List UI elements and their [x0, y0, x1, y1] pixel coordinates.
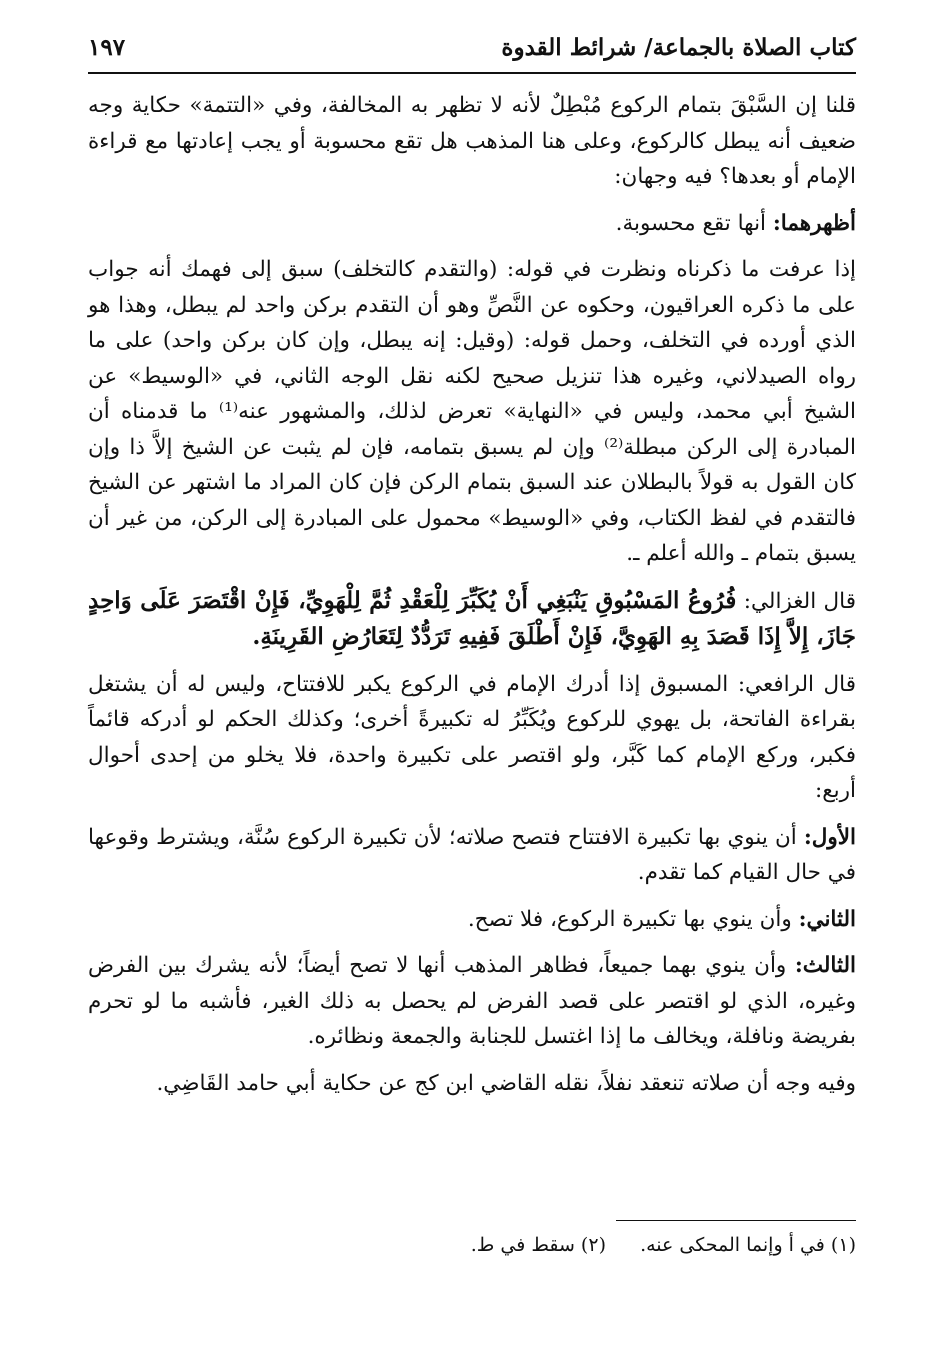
footnotes — [88, 1234, 856, 1256]
paragraph-9: وفيه وجه أن صلاته تنعقد نفلاً، نقله القاضي ابن كج عن حكاية أبي حامد القَاضِي. — [156, 1070, 856, 1096]
paragraph-2-text: أنها تقع محسوبة. — [615, 210, 773, 236]
paragraph-2 — [88, 206, 856, 242]
paragraph-6-lead: الأول: — [803, 824, 856, 850]
paragraph-5: قال الرافعي: المسبوق إذا أدرك الإمام في الركوع يكبر للافتتاح، وليس له أن يشتغل بقراءة الفاتحة، بل يهوي للركوع ويُكَبِّرُ له تكبيرةً أخرى؛ وكذلك الحكم لو أدركه قائماً فكبر، وركع الإمام كما كَبَّر، ولو اقتصر على تكبيرة واحدة، فلا يخلو من إحدى أحوال أربع: — [88, 671, 856, 803]
paragraph-6 — [88, 820, 856, 891]
paragraph-4-matn: فُرُوعُ المَسْبُوقِ يَنْبَغِي أَنْ يُكَبِّرَ لِلْعَقْدِ ثُمَّ لِلْهَوِيِّ، فَإِنْ اقْتَصَرَ عَلَى وَاحِدٍ جَازَ، إِلاَّ إِذَا قَصَدَ بِهِ الهَوِيَّ، فَإِنْ أَطْلَقَ فَفِيهِ تَرَدُّدٌ لِتَعَارُضِ القَرِينَةِ. — [88, 586, 856, 650]
page-number: ١٩٧ — [88, 34, 126, 61]
footnote-rule — [616, 1220, 856, 1221]
paragraph-1: قلنا إن السَّبْقَ بتمام الركوع مُبْطِلٌ لأنه لا تظهر به المخالفة، وفي «التتمة» حكاية وجه ضعيف أنه يبطل كالركوع، وعلى هنا المذهب هل تقع محسوبة أو يجب إعادتها مع قراءة الإمام أو بعدها؟ فيه وجهان: — [88, 93, 856, 189]
running-header — [88, 34, 856, 72]
paragraph-8-text: وأن ينوي بهما جميعاً، فظاهر المذهب أنها لا تصح أيضاً؛ لأنه يشرك بين الفرض وغيره، الذي لو اقتصر على قصد الفرض لم يحصل به ذلك الغير، فأشبه ما لو تحرم بفريضة ونافلة، ويخالف ما إذا اغتسل للجنابة والجمعة ونظائره. — [88, 953, 856, 1049]
paragraph-2-lead: أظهرهما: — [772, 210, 856, 236]
paragraph-8-lead: الثالث: — [794, 953, 856, 978]
paragraph-4-prefix: قال الغزالي: — [736, 588, 856, 614]
footnote-2: (٢) سقط في ط. — [470, 1234, 606, 1256]
paragraph-8 — [88, 948, 856, 1055]
page — [88, 34, 857, 1256]
header-title: كتاب الصلاة بالجماعة/ شرائط القدوة — [501, 34, 856, 61]
header-rule — [88, 72, 856, 74]
paragraph-7-lead: الثاني: — [798, 906, 856, 932]
paragraph-6-text: أن ينوي بها تكبيرة الافتتاح فتصح صلاته؛ لأن تكبيرة الركوع سُنَّة، ويشترط وقوعها في حال القيام كما تقدم. — [88, 824, 856, 885]
paragraph-3: إذا عرفت ما ذكرناه ونظرت في قوله: (والتقدم كالتخلف) سبق إلى فهمك أنه جواب على ما ذكره العراقيون، وحكوه عن النَّصِّ وهو أن التقدم بركن واحد لم يبطل، وهذا هو الذي أورده في التخلف، وحمل قوله: (وقيل: إنه يبطل، وإن كان بركن واحد) على ما رواه الصيدلاني، وغيره هذا تنزيل صحيح لكنه نقل الوجه الثاني، في «الوسيط» عن الشيخ أبي محمد، وليس في «النهاية» تعرض لذلك، والمشهور عنه⁽¹⁾ ما قدمناه أن المبادرة إلى الركن مبطلة⁽²⁾ وإن لم يسبق بتمامه، فإن لم يثبت عن الشيخ إلاَّ ذا وإن كان القول به قولاً بالبطلان عند السبق بتمام الركن فإن كان المراد ما اشتهر عن الشيخ فالتقدم في لفظ الكتاب، وفي «الوسيط» محمول على المبادرة إلى الركن، من غير أن يسبق بتمام ـ والله أعلم ـ. — [88, 257, 857, 566]
footnote-1: (١) في أ وإنما المحكى عنه. — [640, 1234, 856, 1256]
paragraph-7 — [88, 902, 856, 938]
paragraph-4 — [88, 583, 856, 656]
paragraph-7-text: وأن ينوي بها تكبيرة الركوع، فلا تصح. — [467, 906, 799, 932]
